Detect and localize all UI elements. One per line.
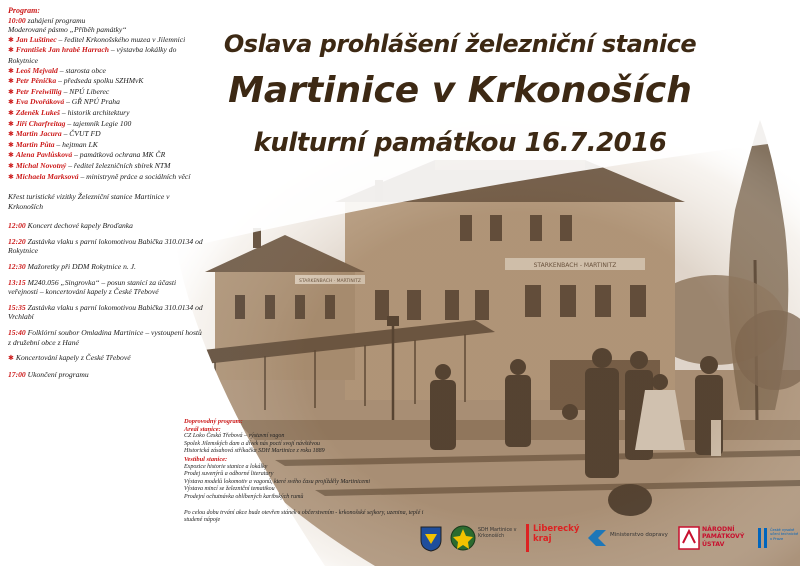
liberecky-line1: Liberecký: [533, 524, 580, 534]
event-time: 12:20: [8, 236, 26, 246]
event-text: Folklórní soubor Omladina Martinice – vystoupení hostů z družební obce z Hané: [8, 328, 202, 347]
accompanying-program: [184, 418, 436, 524]
speaker-name: Martin Jacura: [15, 129, 62, 139]
area-heading: Areál stanice:: [184, 425, 221, 433]
speaker-row: [8, 97, 206, 108]
npu-line2: PAMÁTKOVÝ: [702, 533, 745, 541]
sdh-emblem-icon: [450, 524, 476, 552]
event-text: M240.056 „Singrovka“ – posun stanicí za účasti veřejnosti – koncertování kapely z České Třebové: [8, 277, 177, 297]
speaker-row: [8, 140, 206, 151]
speaker-role: – GŘ NPÚ Praha: [66, 97, 120, 107]
event-text: Zastávka vlaku s parní lokomotivou Babička 310.0134 od Vrchlabí: [8, 302, 203, 322]
accompanying-item: Výstava modelů lokomotiv a vagonů, které svého času projížděly Martinicemi: [184, 478, 371, 485]
speaker-role: – památková ochrana MK ČR: [74, 150, 166, 160]
speaker-name: Michaela Marksová: [15, 171, 79, 181]
speaker-name: Jiří Charfreitag: [15, 118, 66, 128]
event-time: 12:30: [8, 262, 26, 272]
ministry-logo-text: Ministerstvo dopravy: [610, 532, 668, 538]
speaker-name: František Jan hrabě Harrach: [15, 45, 109, 55]
refreshment-note: Po celou dobu trvání akce bude otevřen stánek s občerstvením - krkonošské sejkory, uzenina, teplé i studené nápoje: [184, 509, 424, 523]
bullet-icon: ✱: [8, 108, 14, 117]
event-row: [8, 221, 206, 231]
headline-line-3: kulturní památkou 16.7.2016: [253, 128, 667, 158]
speaker-row: [8, 129, 206, 140]
speaker-role: – tajemník Legie 100: [67, 118, 132, 128]
event-row: [8, 328, 206, 347]
accompanying-heading: Doprovodný program:: [184, 418, 243, 425]
speaker-name: Leoš Mejvald: [15, 65, 58, 75]
bullet-icon: ✱: [8, 46, 14, 55]
opening-time: 10:00: [8, 15, 26, 25]
bullet-icon: ✱: [8, 172, 14, 181]
speaker-row: [8, 66, 206, 77]
speaker-role: – výstavba lokálky do Rokytnice: [8, 45, 177, 65]
speaker-role: – předseda spolku SZHMvK: [58, 76, 144, 86]
npu-line3: ÚSTAV: [702, 540, 725, 548]
sponsor-logos: [420, 522, 800, 566]
event-list: [8, 221, 206, 379]
cvut-logo-text: České vysoké učení technické v Praze: [770, 528, 799, 541]
bullet-icon: ✱: [8, 35, 14, 44]
speaker-role: – ředitel Krkonošského muzea v Jilemnici: [58, 34, 186, 44]
accompanying-item: CZ Loko Česká Třebová – výstavní vagon: [184, 433, 285, 440]
area-item-list: [184, 433, 436, 456]
speaker-name: Michal Novotný: [15, 160, 67, 170]
cvut-icon: [756, 526, 770, 550]
speaker-name: Eva Dvořáková: [15, 97, 65, 107]
station-sign-text: STARKENBACH - MARTINITZ: [533, 262, 617, 269]
liberecky-kraj-logo: [526, 524, 578, 552]
event-time: 15:40: [8, 328, 26, 338]
bullet-icon: ✱: [8, 66, 14, 75]
speaker-role: – ministryně práce a sociálních věcí: [80, 171, 191, 181]
speaker-role: – ředitel železničních sbírek NTM: [68, 160, 171, 170]
event-row: [8, 370, 206, 380]
ministry-transport-icon: [586, 528, 608, 548]
bullet-icon: ✱: [8, 98, 14, 107]
bullet-icon: ✱: [8, 119, 14, 128]
speaker-name: Alena Pavlůsková: [15, 150, 73, 160]
lobby-heading: Vestibul stanice:: [184, 455, 228, 463]
bullet-icon: ✱: [8, 151, 14, 160]
accompanying-item: Prodejní ochutnávka oblíbených karibských rumů: [184, 493, 304, 500]
bullet-icon: ✱: [8, 87, 14, 96]
event-text: Koncertování kapely z České Třebové: [15, 353, 131, 363]
program-heading: Program:: [8, 6, 40, 15]
lobby-item-list: [184, 464, 436, 502]
accompanying-item: Prodej suvenýrů a odborné literatury: [184, 471, 274, 478]
event-time: 15:35: [8, 302, 26, 312]
npu-line1: NÁRODNÍ: [702, 526, 735, 533]
headline-line-1: Oslava prohlášení železniční stanice: [223, 30, 697, 58]
liberecky-line2: kraj: [533, 534, 552, 544]
headline-line-2: Martinice v Krkonoších: [228, 70, 692, 111]
speaker-row: [8, 150, 206, 161]
speaker-name: Petr Pěnička: [15, 76, 57, 86]
event-row: [8, 278, 206, 297]
speaker-row: [8, 45, 206, 65]
event-row: [8, 262, 206, 272]
event-text: Koncert dechové kapely Broďanka: [27, 221, 133, 231]
speaker-row: [8, 87, 206, 98]
sdh-logo-text: SDH Martinice v Krkonoších: [478, 528, 517, 539]
event-text: Ukončení programu: [27, 369, 89, 379]
accompanying-item: Expozice historie stanice a lokálky: [184, 463, 268, 470]
event-text: Mažoretky při DDM Rokytnice n. J.: [27, 262, 136, 272]
accompanying-item: Výstava mincí se železniční tematikou: [184, 486, 275, 493]
speaker-row: [8, 119, 206, 130]
event-time: 17:00: [8, 369, 26, 379]
moderated-text: Moderované pásmo „Příběh památky“: [8, 25, 127, 35]
program-column: [8, 6, 206, 379]
bullet-icon: ✱: [8, 77, 14, 86]
speaker-list: [8, 35, 206, 182]
accompanying-item: Spolek Jilemských dam a dívek nás poctí svojí návštěvou: [184, 440, 320, 447]
npu-logo-text: [702, 526, 754, 548]
speaker-name: Jan Luštinec: [15, 34, 57, 44]
opening-row: [8, 16, 206, 26]
speaker-name: Zdeněk Lukeš: [15, 107, 60, 117]
speaker-row: [8, 108, 206, 119]
event-row: [8, 237, 206, 256]
bullet-icon: ✱: [8, 130, 14, 139]
event-time: 12:00: [8, 221, 26, 231]
speaker-row: [8, 161, 206, 172]
christening-text: Křest turistické vizitky Železniční stanice Martinice v Krkonoších: [8, 192, 170, 211]
npu-icon: [678, 526, 700, 550]
speaker-role: – NPÚ Liberec: [63, 86, 110, 96]
speaker-name: Martin Půta: [15, 139, 55, 149]
speaker-row: [8, 35, 206, 46]
event-time: 13:15: [8, 277, 26, 287]
speaker-row: [8, 76, 206, 87]
speaker-role: – starosta obce: [59, 65, 106, 75]
accompanying-item: Historická zásahová stříkačka SDH Martinice z roku 1889: [184, 448, 325, 455]
speaker-name: Petr Freiwillig: [15, 86, 62, 96]
station-sign-left-text: STARKENBACH · MARTINITZ: [299, 279, 361, 284]
bullet-icon: ✱: [8, 161, 14, 170]
speaker-role: – historik architektury: [61, 107, 130, 117]
speaker-role: – ČVUT FD: [63, 129, 101, 139]
speaker-role: – hejtman LK: [56, 139, 98, 149]
opening-text: zahájení programu: [27, 15, 86, 25]
event-row: [8, 353, 206, 364]
coat-of-arms-icon: [420, 526, 442, 552]
bullet-icon: ✱: [8, 140, 14, 149]
bullet-icon: ✱: [8, 354, 14, 363]
event-row: [8, 303, 206, 322]
event-text: Zastávka vlaku s parní lokomotivou Babička 310.0134 od Rokytnice: [8, 236, 203, 256]
speaker-row: [8, 172, 206, 183]
